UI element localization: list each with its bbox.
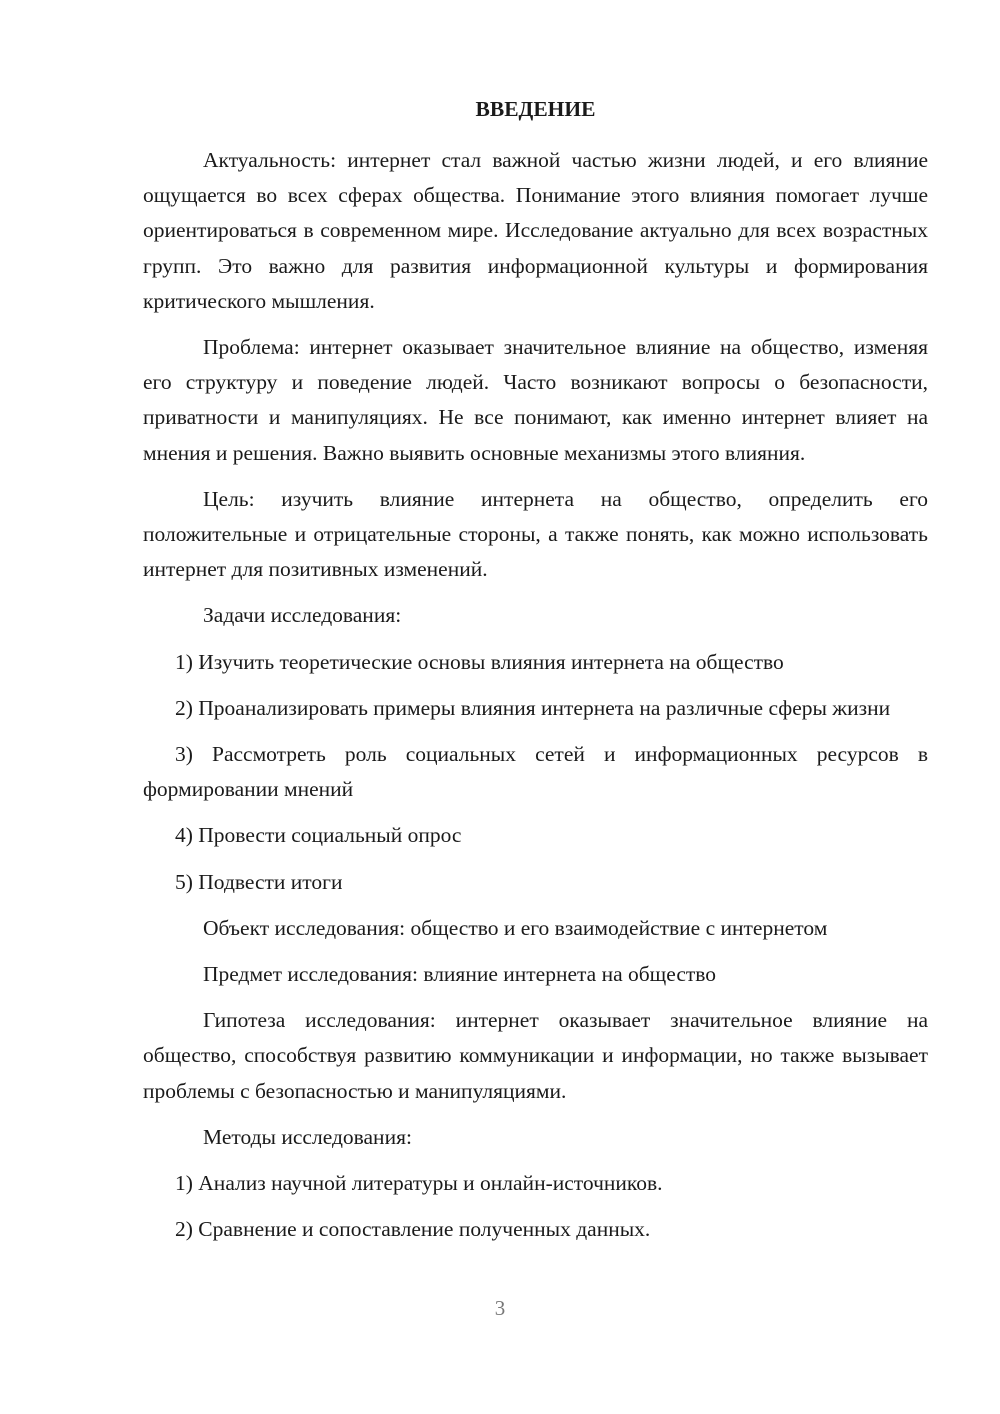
task-item: 2) Проанализировать примеры влияния интернета на различные сферы жизни	[175, 695, 891, 720]
object-paragraph: Объект исследования: общество и его взаимодействие с интернетом	[203, 915, 828, 940]
task-item: 4) Провести социальный опрос	[175, 823, 462, 848]
hypothesis-paragraph: Гипотеза исследования: интернет оказывает значительное влияние на общество, способствуя развитию коммуникации и информации, но также вызывает проблемы с безопасностью и манипуляциями.	[143, 1008, 928, 1103]
methods-heading: Методы исследования:	[203, 1124, 412, 1149]
method-item: 1) Анализ научной литературы и онлайн-источников.	[175, 1171, 663, 1196]
goal-paragraph: Цель: изучить влияние интернета на общество, определить его положительные и отрицательные стороны, а также понять, как можно использовать интернет для позитивных изменений.	[143, 486, 928, 582]
method-item: 2) Сравнение и сопоставление полученных данных.	[175, 1217, 651, 1242]
task-item: 1) Изучить теоретические основы влияния интернета на общество	[175, 649, 784, 674]
page-title: ВВЕДЕНИЕ	[475, 97, 596, 121]
task-item: 3) Рассмотреть роль социальных сетей и информационных ресурсов в формировании мнений	[143, 742, 928, 802]
relevance-paragraph: Актуальность: интернет стал важной частью жизни людей, и его влияние ощущается во всех сферах общества. Понимание этого влияния помогает лучше ориентироваться в современном мире. Исследование актуально для всех возрастных групп. Это важно для развития информационной культуры и формирования критического мышления.	[143, 148, 928, 313]
task-item: 5) Подвести итоги	[175, 869, 343, 894]
document-page	[143, 92, 928, 1247]
page-number: 3	[494, 1296, 506, 1320]
problem-paragraph: Проблема: интернет оказывает значительное влияние на общество, изменяя его структуру и поведение людей. Часто возникают вопросы о безопасности, приватности и манипуляциях. Не все понимают, как именно интернет влияет на мнения и решения. Важно выявить основные механизмы этого влияния.	[143, 335, 928, 465]
tasks-heading: Задачи исследования:	[203, 603, 402, 628]
subject-paragraph: Предмет исследования: влияние интернета на общество	[203, 962, 717, 987]
